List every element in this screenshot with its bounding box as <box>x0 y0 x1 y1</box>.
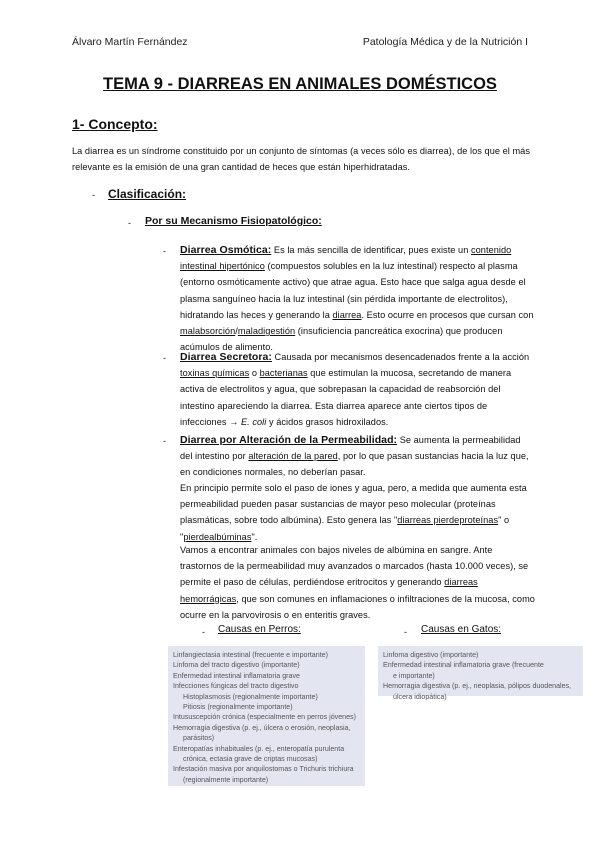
text-segment: Se aumenta la permeabilidad del intestino por <box>180 435 521 462</box>
underlined-term: diarreas pierdeproteínas <box>397 515 499 526</box>
subtype-heading: Diarrea por Alteración de la Permeabilidad: <box>180 434 398 446</box>
text-segment: , que son comunes en inflamaciones o infiltraciones de la mucosa, como ocurre en la parvovirosis o en enteritis graves. <box>180 593 535 620</box>
text-segment: Causada por mecanismos desencadenados frente a la acción <box>271 352 530 362</box>
text-segment: Es la más sencilla de identificar, pues existe un <box>271 245 471 255</box>
bullet: - <box>163 246 166 256</box>
cause-item: Enteropatías inhabituales (p. ej., enteropatía purulenta <box>173 744 345 753</box>
header-author: Álvaro Martín Fernández <box>72 36 188 48</box>
cause-item: e importante) <box>393 671 435 680</box>
cause-item: parásitos) <box>183 734 215 743</box>
bullet: - <box>128 218 131 228</box>
text-segment: E. coli <box>240 416 267 427</box>
cause-item: Hemorragia digestiva (p. ej., úlcera o erosión, neoplasia, <box>173 723 351 732</box>
causas-gatos-label: Causas en Gatos: <box>421 624 502 635</box>
text-segment: o <box>249 368 260 379</box>
underlined-term: diarreas hemorrágicas <box>180 577 478 604</box>
text-segment: ". <box>251 531 258 542</box>
permeabilidad-paragraph <box>180 432 535 481</box>
secretora-paragraph <box>180 349 535 430</box>
underlined-term: malabsorción <box>180 326 236 337</box>
underlined-term: diarrea <box>332 309 362 320</box>
permeabilidad-paragraph-2 <box>180 480 535 545</box>
mecanismo-heading: Por su Mecanismo Fisiopatológico: <box>145 215 322 227</box>
text-segment: y ácidos grasos hidroxilados. <box>266 416 389 427</box>
cause-item: crónica, ectasia grave de criptas mucosas) <box>183 755 318 764</box>
cause-item: (regionalmente importante) <box>183 775 269 784</box>
page-title: TEMA 9 - DIARREAS EN ANIMALES DOMÉSTICOS <box>103 75 497 93</box>
underlined-term: contenido intestinal hipertónico <box>180 245 512 272</box>
cause-item: úlcera idiopática) <box>393 692 447 701</box>
text-segment: En principio permite solo el paso de iones y agua, pero, a medida que aumenta esta permeabilidad pueden pasar sustancias de mayor peso molecular (proteínas plasmáticas, sobre todo albúmina). Esto genera las " <box>180 483 527 526</box>
osmotica-paragraph <box>180 242 535 355</box>
bullet: - <box>202 627 205 637</box>
underlined-term: maladigestión <box>237 326 296 337</box>
cause-item: Enfermedad intestinal inflamatoria grave (frecuente <box>383 661 544 670</box>
underlined-term: toxinas químicas <box>180 368 250 379</box>
header-course: Patología Médica y de la Nutrición I <box>362 36 528 48</box>
cause-item: Intususcepción crónica (especialmente en perros jóvenes) <box>173 713 356 722</box>
cause-item: Infestación masiva por anquilostomas o Trichuris trichiura <box>173 765 354 774</box>
concepto-paragraph: La diarrea es un síndrome constituido por un conjunto de síntomas (a veces sólo es diarrea), de los que el más relevante es la emisión de una gran cantidad de heces que están hiperhidratadas. <box>72 146 530 173</box>
bullet: - <box>163 353 166 363</box>
underlined-term: pierdealbúminas <box>183 531 252 542</box>
cause-item: Linfoma digestivo (importante) <box>383 651 479 659</box>
causas-perros-label: Causas en Perros: <box>218 624 301 635</box>
text-segment: (insuficiencia pancreática exocrina) que producen acúmulos de alimento. <box>180 326 503 353</box>
cause-item: Linfoma del tracto digestivo (importante) <box>173 661 300 670</box>
bullet: - <box>92 190 95 200</box>
causas-gatos-table <box>378 646 583 701</box>
subtype-heading: Diarrea Osmótica: <box>180 244 272 256</box>
cause-item: Linfangiectasia intestinal (frecuente e importante) <box>173 651 328 659</box>
bullet: - <box>163 436 166 446</box>
text-segment: que estimulan la mucosa, secretando de manera activa de electrolitos y agua, que sobrepasan la capacidad de reabsorción del intestino apareciendo la diarrea. Esta diarrea aparece ante ciertos tipos de infecciones → <box>180 368 512 427</box>
underlined-term: bacterianas <box>259 368 308 379</box>
cause-item: Hemorragia digestiva (p. ej., neoplasia, pólipos duodenales, <box>383 682 572 691</box>
cause-item: Infecciones fúngicas del tracto digestivo <box>173 682 299 691</box>
text-segment: / <box>235 326 238 337</box>
text-segment: Vamos a encontrar animales con bajos niveles de albúmina en sangre. Ante trastornos de la permeabilidad muy avanzados o marcados (hasta 10.000 veces), se permite el paso de células, perdiéndose eritrocitos y generando <box>180 545 529 588</box>
cause-item: Histoplasmosis (regionalmente importante) <box>183 692 318 701</box>
permeabilidad-paragraph-3 <box>180 542 535 623</box>
text-segment: " o " <box>180 515 510 542</box>
text-segment: . Esto ocurre en procesos que cursan con <box>361 309 534 320</box>
cause-item: Pitiosis (regionalmente importante) <box>183 703 293 712</box>
clasificacion-heading: Clasificación: <box>108 187 187 201</box>
subtype-heading: Diarrea Secretora: <box>180 351 272 363</box>
text-segment: , por lo que pasan sustancias hacia la luz que, en condiciones normales, no deberían pasar. <box>180 451 529 478</box>
bullet: - <box>404 627 407 637</box>
text-segment: (compuestos solubles en la luz intestinal) respecto al plasma (entorno osmóticamente activo) que atrae agua. Esto hace que salga agua desde el plasma sanguíneo hacia la luz intestinal (sin pérdida importante de electrolitos), hidratando las heces y generando la <box>180 261 526 320</box>
underlined-term: alteración de la pared <box>248 451 338 462</box>
section-heading-concepto: 1- Concepto: <box>72 116 158 132</box>
causas-perros-table <box>168 646 365 786</box>
cause-item: Enfermedad intestinal inflamatoria grave <box>173 671 300 680</box>
